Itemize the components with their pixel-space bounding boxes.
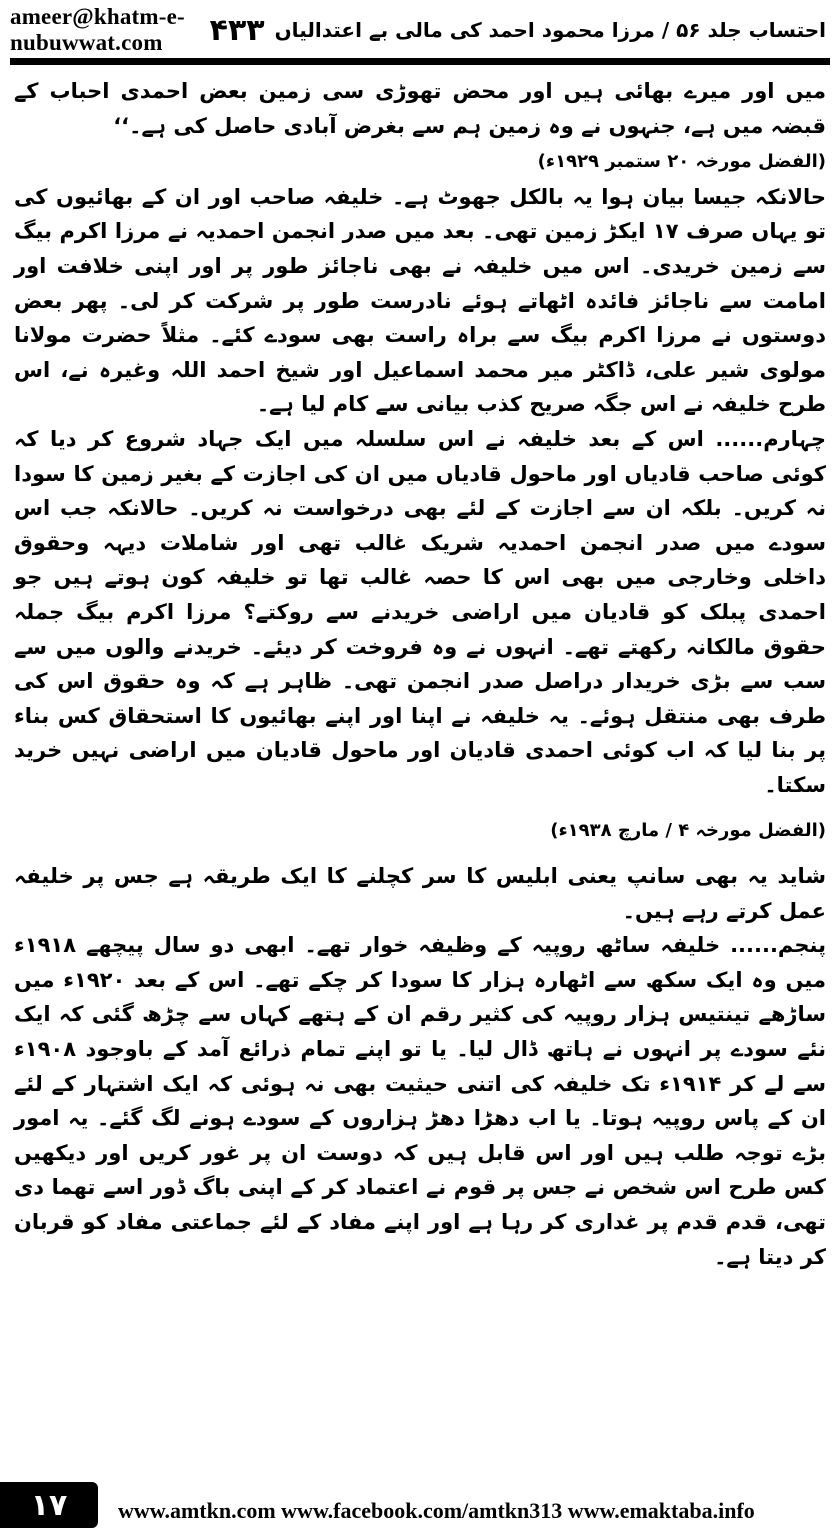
- header-left: [10, 4, 275, 56]
- header-page-number: ۴۳۳: [209, 12, 265, 48]
- reference-2-line: [14, 812, 826, 849]
- footer-urls: www.amtkn.com www.facebook.com/amtkn313 www.emaktaba.info: [118, 1498, 755, 1523]
- reference-1: (الفضل مورخہ ۲۰ ستمبر ۱۹۲۹ء): [537, 151, 826, 173]
- spacer: [14, 802, 826, 812]
- paragraph-4: شاید یہ بھی سانپ یعنی ابلیس کا سر کچلنے کا ایک طریقہ ہے جس پر خلیفہ عمل کرتے رہے ہیں۔: [14, 864, 826, 923]
- paragraph-1: میں اور میرے بھائی ہیں اور محض تھوڑی سی زمین بعض احمدی احباب کے قبضہ میں ہے، جنہوں نے وہ زمین ہم سے بغرض آبادی حاصل کی ہے۔‘‘: [14, 79, 826, 138]
- page-footer: [0, 1478, 840, 1540]
- header-email: ameer@khatm-e-nubuwwat.com: [10, 4, 185, 55]
- header-rule: [10, 58, 830, 65]
- header-title: احتساب جلد ۵۶ / مرزا محمود احمد کی مالی بے اعتدالیاں: [274, 18, 826, 42]
- paragraph-2: حالانکہ جیسا بیان ہوا یہ بالکل جھوٹ ہے۔ خلیفہ صاحب اور ان کے بھائیوں کی تو یہاں صرف ۱۷ ایکڑ زمین تھی۔ بعد میں صدر انجمن احمدیہ نے مرزا اکرم بیگ سے زمین خریدی۔ اس میں خلیفہ نے بھی ناجائز طور پر اور اپنی خلافت اور امامت سے ناجائز فائدہ اٹھاتے ہوئے نادرست طور پر شرکت کر لی۔ پھر بعض دوستوں نے مرزا اکرم بیگ سے براہ راست بھی سودے کئے۔ مثلاً حضرت مولانا مولوی شیر علی، ڈاکٹر میر محمد اسماعیل اور شیخ احمد اللہ وغیرہ نے، اس طرح خلیفہ نے اس جگہ صریح کذب بیانی سے کام لیا ہے۔: [14, 184, 826, 417]
- page-header: [10, 4, 826, 55]
- reference-1-line: [14, 143, 826, 180]
- paragraph-5: پنجم...... خلیفہ ساٹھ روپیہ کے وظیفہ خوار تھے۔ ابھی دو سال پیچھے ۱۹۱۸ء میں وہ ایک سکھ سے اٹھارہ ہزار کا سودا کر چکے تھے۔ اس کے بعد ۱۹۲۰ء میں ساڑھے تینتیس ہزار روپیہ کی کثیر رقم ان کے ہتھے کہاں سے چڑھ گئی کہ ایک نئے سودے پر انہوں نے ہاتھ ڈال لیا۔ یا تو اپنے تمام ذرائع آمد کے باوجود ۱۹۰۸ء سے لے کر ۱۹۱۴ء تک خلیفہ کی اتنی حیثیت بھی نہ ہوئی کہ ایک اشتہار کے لئے ان کے پاس روپیہ ہوتا۔ یا اب دھڑا دھڑ ہزاروں کے سودے ہونے لگ گئے۔ یہ امور بڑے توجہ طلب ہیں اور اس قابل ہیں کہ دوست ان پر غور کریں اور دیکھیں کس طرح اس شخص نے جس پر قوم نے اعتماد کر کے اپنی باگ ڈور اسے تھما دی تھی، قدم قدم پر غداری کر رہا ہے اور اپنے مفاد کے لئے جماعتی مفاد کو قربان کر دیتا ہے۔: [14, 933, 826, 1269]
- footer-page-number: ۱۷: [0, 1482, 98, 1528]
- paragraph-3: چہارم...... اس کے بعد خلیفہ نے اس سلسلہ میں ایک جہاد شروع کر دیا کہ کوئی صاحب قادیاں اور ماحول قادیاں میں ان کی اجازت کے بغیر زمین کا سودا نہ کریں۔ بلکہ ان سے اجازت کے لئے بھی درخواست نہ کریں۔ حالانکہ جب اس سودے میں صدر انجمن احمدیہ شریک غالب تھی اور شاملات دیہہ وحقوق داخلی وخارجی میں بھی اس کا حصہ غالب تھا تو خلیفہ کون ہوتے ہیں جو احمدی پبلک کو قادیان میں اراضی خریدنے سے روکتے؟ مرزا اکرم بیگ جملہ حقوق مالکانہ رکھتے تھے۔ انہوں نے وہ فروخت کر دیئے۔ خریدنے والوں میں سے سب سے بڑی خریدار دراصل صدر انجمن تھی۔ ظاہر ہے کہ وہ حقوق اس کی طرف بھی منتقل ہوئے۔ یہ خلیفہ نے اپنا اور اپنے بھائیوں کا استحقاق کس بناء پر بنا لیا کہ اب کوئی احمدی قادیان اور ماحول قادیان میں اراضی نہیں خرید سکتا۔: [14, 426, 826, 797]
- reference-2: (الفضل مورخہ ۴ / مارچ ۱۹۳۸ء): [550, 820, 826, 842]
- page-body: [14, 74, 826, 1470]
- spacer: [14, 849, 826, 859]
